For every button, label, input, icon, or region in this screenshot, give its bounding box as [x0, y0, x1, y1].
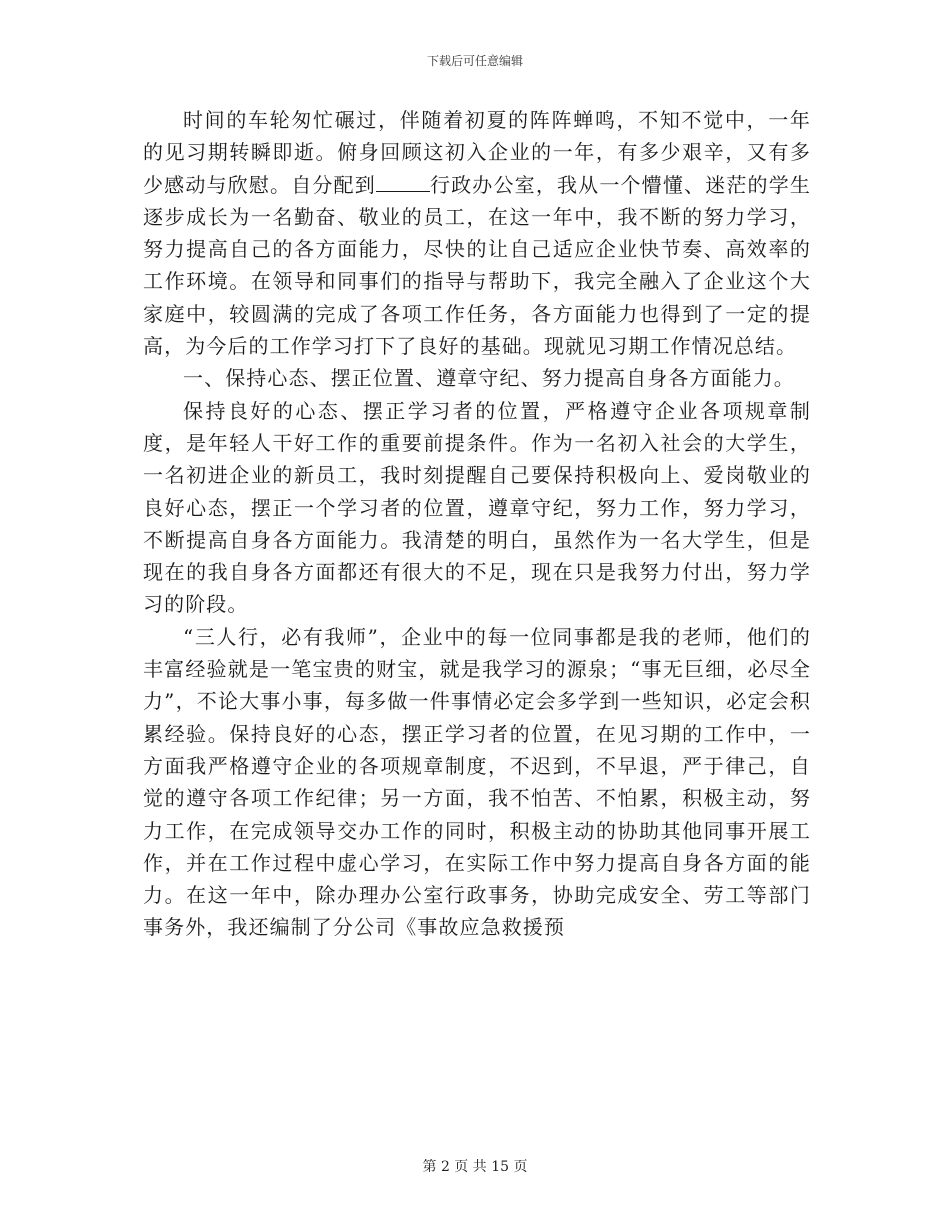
paragraph-learning: “三人行，必有我师”，企业中的每一位同事都是我的老师，他们的丰富经验就是一笔宝贵的财宝，就是我学习的源泉；“事无巨细，必尽全力”，不论大事小事，每多做一件事情必定会多学到一些知识，必定会积累经验。保持良好的心态，摆正学习者的位置，在见习期的工作中，一方面我严格遵守企业的各项规章制度，不迟到，不早退，严于律己，自觉的遵守各项工作纪律；另一方面，我不怕苦、不怕累，积极主动，努力工作，在完成领导交办工作的同时，积极主动的协助其他同事开展工作，并在工作过程中虚心学习，在实际工作中努力提高自身各方面的能力。在这一年中，除办理办公室行政事务，协助完成安全、劳工等部门事务外，我还编制了分公司《事故应急救援预 — [143, 624, 811, 940]
intro-text-start: 时间的车轮匆忙碾过，伴随着初夏的阵阵蝉鸣，不知不觉中，一年的见习期转瞬即逝。俯身回顾这初入企业的一年，有多少艰辛，又有多少感动与欣慰。自分配到 — [143, 108, 811, 197]
page-number: 第 2 页 共 15 页 — [422, 1159, 528, 1175]
intro-text-end: 行政办公室，我从一个懵懂、迷茫的学生逐步成长为一名勤奋、敬业的员工，在这一年中，我不断的努力学习，努力提高自己的各方面能力，尽快的让自己适应企业快节奏、高效率的工作环境。在领导和同事们的指导与帮助下，我完全融入了企业这个大家庭中，较圆满的完成了各项工作任务，各方面能力也得到了一定的提高，为今后的工作学习打下了良好的基础。现就见习期工作情况总结。 — [143, 172, 811, 359]
page-header: 下载后可任意编辑 — [426, 54, 523, 68]
document-body — [143, 104, 811, 944]
blank-underline — [376, 173, 430, 192]
section-heading: 一、保持心态、摆正位置、遵章守纪、努力提高自身各方面能力。 — [183, 366, 795, 391]
paragraph-mindset: 保持良好的心态、摆正学习者的位置，严格遵守企业各项规章制度，是年轻人干好工作的重要前提条件。作为一名初入社会的大学生，一名初进企业的新员工，我时刻提醒自己要保持积极向上、爱岗敬业的良好心态，摆正一个学习者的位置，遵章守纪，努力工作，努力学习，不断提高自身各方面能力。我清楚的明白，虽然作为一名大学生，但是现在的我自身各方面都还有很大的不足，现在只是我努力付出，努力学习的阶段。 — [143, 398, 811, 617]
paragraph-intro — [143, 104, 811, 362]
